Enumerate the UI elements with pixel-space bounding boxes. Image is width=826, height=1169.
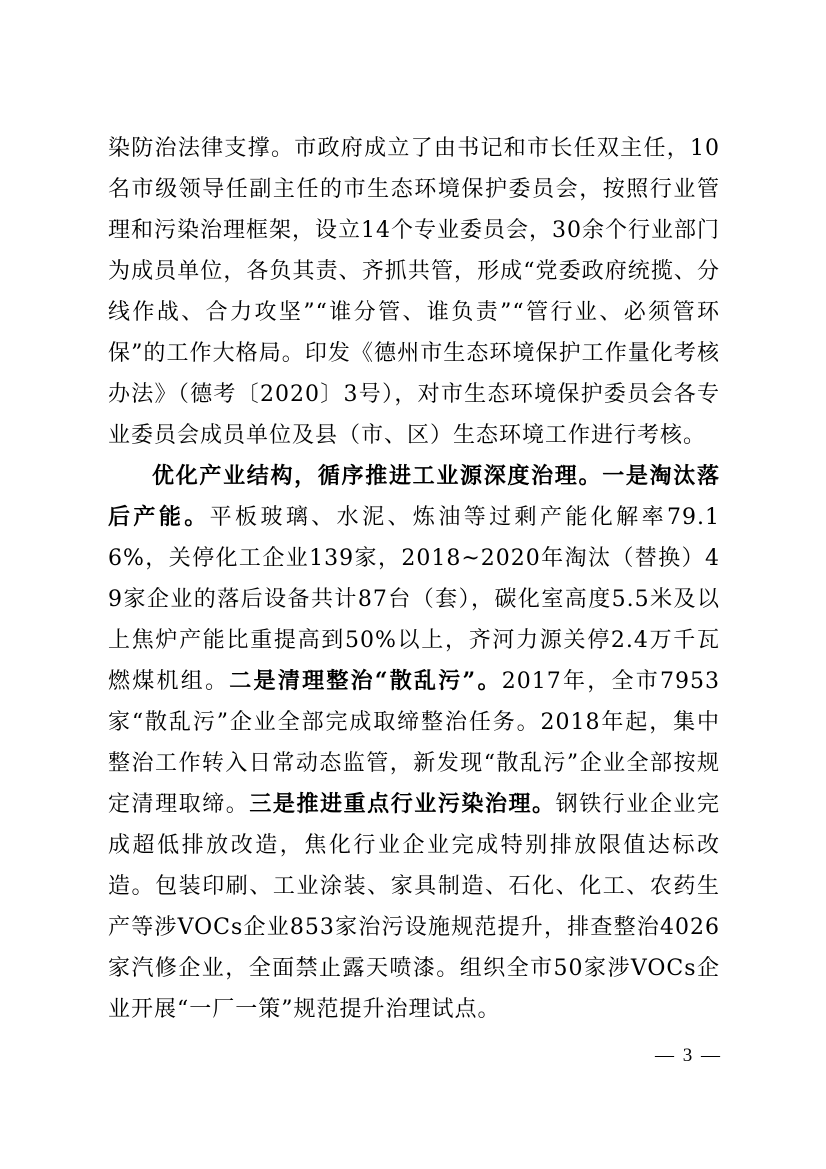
point-one-label: 一是淘汰落后产能。: [108, 463, 720, 530]
section-heading: 优化产业结构，循序推进工业源深度治理。: [152, 463, 603, 489]
point-two-text: 2017年，全市7953家“散乱污”企业全部完成取缔整治任务。2018年起，集中整治工作转入日常动态监管，新发现“散乱污”企业全部按规定清理取缔。: [108, 669, 720, 817]
paragraph-committee-text: 染防治法律支撑。市政府成立了由书记和市长任双主任，10名市级领导任副主任的市生态环境保护委员会，按照行业管理和污染治理框架，设立14个专业委员会，30余个行业部门为成员单位，各负其责、齐抓共管，形成“党委政府统揽、分线作战、合力攻坚”“谁分管、谁负责”“管行业、必须管环保”的工作大格局。印发《德州市生态环境保护工作量化考核办法》（德考〔2020〕3号），对市生态环境保护委员会各专业委员会成员单位及县（市、区）生态环境工作进行考核。: [108, 136, 720, 448]
point-three-text: 钢铁行业企业完成超低排放改造，焦化行业企业完成特别排放限值达标改造。包装印刷、工业涂装、家具制造、石化、化工、农药生产等涉VOCs企业853家治污设施规范提升，排查整治4026家汽修企业，全面禁止露天喷漆。组织全市50家涉VOCs企业开展“一厂一策”规范提升治理试点。: [108, 792, 720, 1022]
point-three-label: 三是推进重点行业污染治理。: [249, 791, 556, 817]
point-two-label: 二是清理整治“散乱污”。: [229, 668, 502, 694]
paragraph-committee: [108, 128, 720, 456]
page-number: — 3 —: [655, 1045, 722, 1066]
body-text: [108, 128, 720, 1030]
paragraph-industry-structure: [108, 456, 720, 1030]
point-one-text: 平板玻璃、水泥、炼油等过剩产能化解率79.16%，关停化工企业139家，2018~2020年淘汰（替换）49家企业的落后设备共计87台（套），碳化室高度5.5米及以上焦炉产能比重提高到50%以上，齐河力源关停2.4万千瓦燃煤机组。: [108, 505, 720, 694]
